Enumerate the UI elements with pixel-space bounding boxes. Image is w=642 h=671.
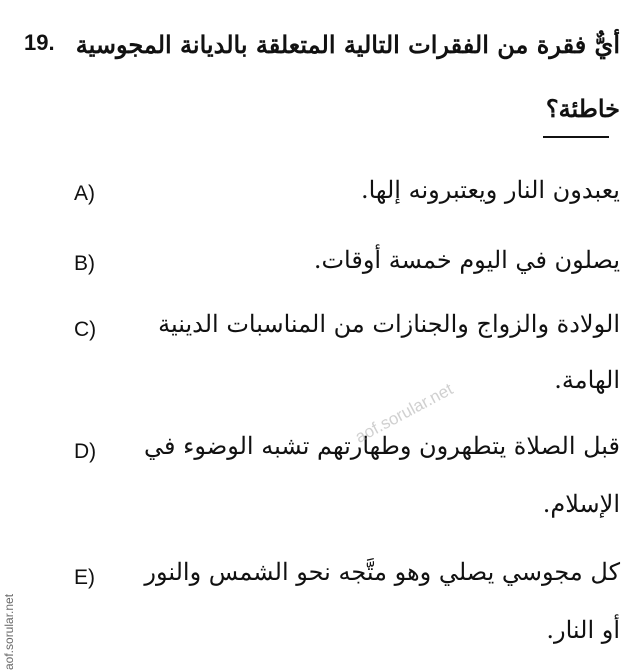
option-e-letter[interactable]: E) [74, 566, 95, 589]
option-a-letter[interactable]: A) [74, 182, 95, 205]
option-c-letter[interactable]: C) [74, 318, 97, 341]
question-text-line-1: أيٌّ فقرة من الفقرات التالية المتعلقة بالديانة المجوسية [75, 30, 620, 59]
option-d-text[interactable]: قبل الصلاة يتطهرون وطهارتهم تشبه الوضوء في [144, 432, 620, 460]
option-d-continuation[interactable]: الإسلام. [542, 490, 620, 518]
option-e-text[interactable]: كل مجوسي يصلي وهو متَّجه نحو الشمس والنور [144, 558, 620, 586]
question-underline [543, 136, 609, 138]
question-number: 19. [24, 30, 55, 55]
option-e-continuation[interactable]: أو النار. [546, 616, 620, 644]
option-b-letter[interactable]: B) [74, 252, 95, 275]
question-text-line-2: خاطئة؟ [545, 94, 620, 123]
option-c-text[interactable]: الولادة والزواج والجنازات من المناسبات الدينية [158, 310, 620, 338]
option-c-continuation[interactable]: الهامة. [554, 366, 620, 394]
option-a-text[interactable]: يعبدون النار ويعتبرونه إلها. [360, 176, 620, 204]
option-d-letter[interactable]: D) [74, 440, 97, 463]
option-b-text[interactable]: يصلون في اليوم خمسة أوقات. [313, 246, 620, 274]
watermark-diagonal: aof.sorular.net [352, 379, 457, 447]
watermark-side: aof.sorular.net [2, 593, 16, 670]
